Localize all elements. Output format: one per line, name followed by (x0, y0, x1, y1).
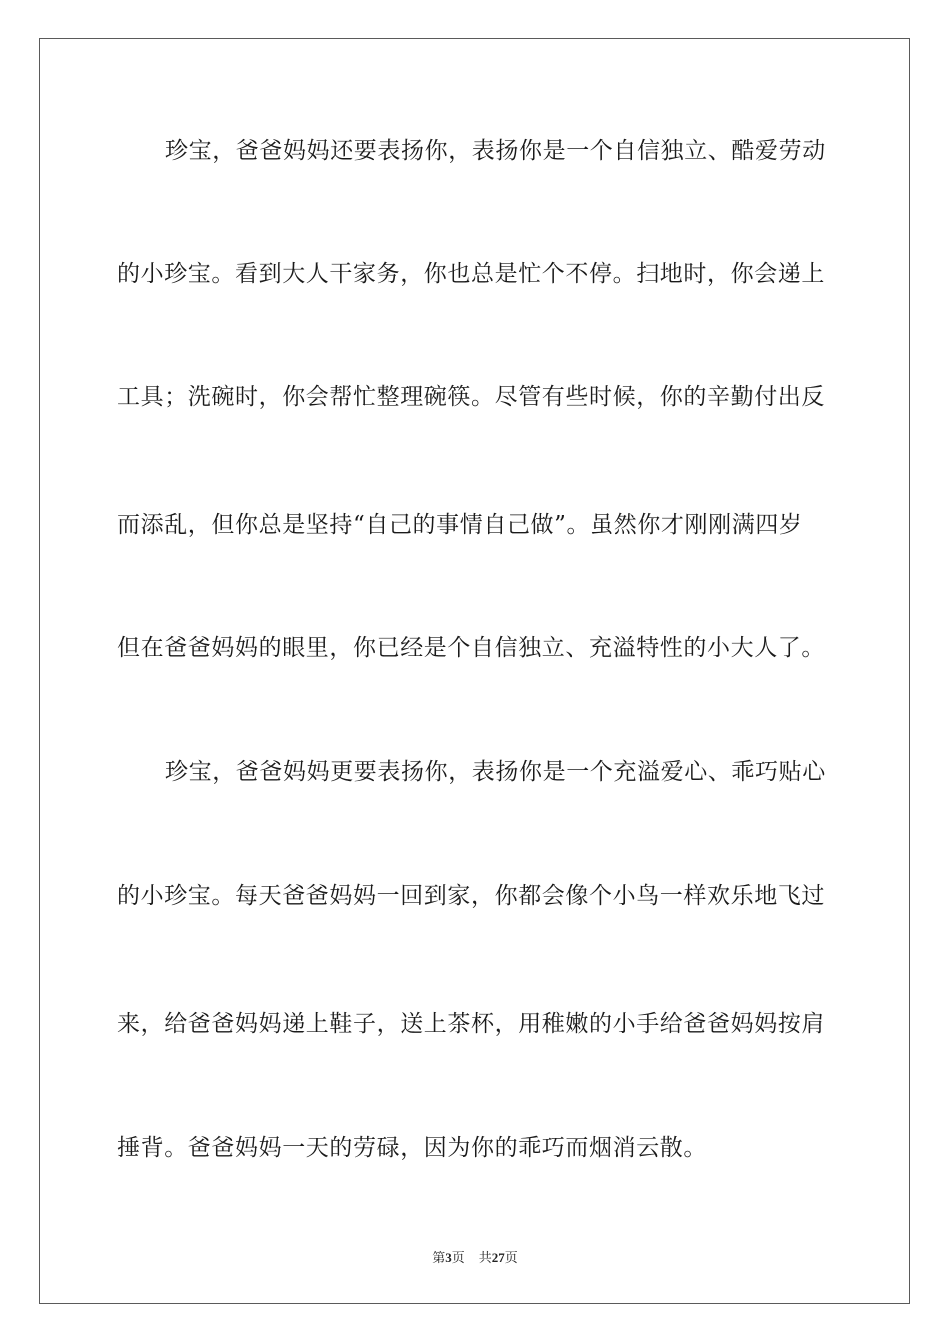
paragraph-2-line-4: 捶背。爸爸妈妈一天的劳碌，因为你的乖巧而烟消云散。 (117, 1135, 707, 1161)
page-footer (0, 1249, 950, 1267)
total-suffix: 页 (504, 1250, 518, 1265)
paragraph-1-line-1: 珍宝，爸爸妈妈还要表扬你，表扬你是一个自信独立、酷爱劳动 (165, 138, 826, 164)
paragraph-1-line-3: 工具；洗碗时，你会帮忙整理碗筷。尽管有些时候，你的辛勤付出反 (117, 384, 825, 410)
total-prefix: 共 (478, 1250, 492, 1265)
page-suffix: 页 (451, 1250, 465, 1265)
page-prefix: 第 (432, 1250, 446, 1265)
paragraph-2-line-3: 来，给爸爸妈妈递上鞋子，送上茶杯，用稚嫩的小手给爸爸妈妈按肩 (117, 1011, 825, 1037)
page-number: 3 (445, 1250, 452, 1265)
paragraph-1-line-2: 的小珍宝。看到大人干家务，你也总是忙个不停。扫地时，你会递上 (117, 261, 825, 287)
paragraph-2-line-2: 的小珍宝。每天爸爸妈妈一回到家，你都会像个小鸟一样欢乐地飞过 (117, 883, 825, 909)
paragraph-2-line-1: 珍宝，爸爸妈妈更要表扬你，表扬你是一个充溢爱心、乖巧贴心 (165, 759, 826, 785)
paragraph-1-line-5: 但在爸爸妈妈的眼里，你已经是个自信独立、充溢特性的小大人了。 (117, 635, 825, 661)
page-border (39, 38, 910, 1304)
total-pages: 27 (491, 1250, 505, 1265)
paragraph-1-line-4: 而添乱，但你总是坚持“自己的事情自己做”。虽然你才刚刚满四岁 (117, 512, 803, 538)
